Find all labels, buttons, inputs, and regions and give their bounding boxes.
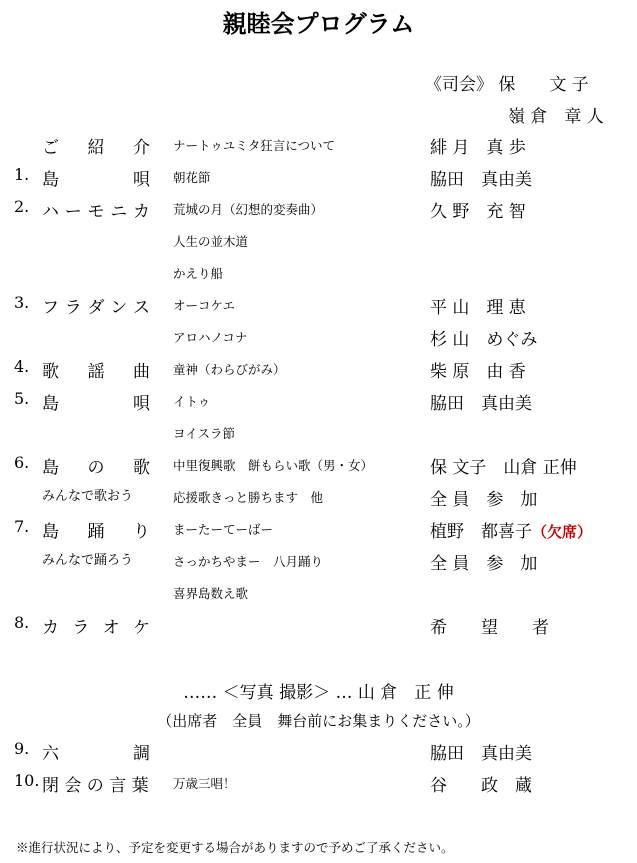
category-char: カ	[133, 202, 150, 222]
item-performer	[430, 739, 532, 764]
absence-note: （欠席）	[532, 523, 593, 541]
performer-name: 杉 山 めぐみ	[430, 330, 538, 350]
item-category	[42, 197, 150, 222]
item-category: みんなで歌おう	[42, 489, 134, 504]
item-description: 人生の並木道	[173, 234, 249, 249]
category-char: モ	[87, 202, 105, 222]
item-category	[42, 517, 150, 542]
category-char: ス	[133, 298, 150, 318]
item-category: 閉 会 の 言 葉	[42, 776, 149, 796]
item-performer	[430, 197, 526, 222]
item-description: アロハノコナ	[173, 330, 248, 345]
category-char: オ	[102, 618, 120, 638]
category-char: 調	[133, 744, 150, 764]
item-performer	[430, 293, 526, 318]
category-char: り	[133, 522, 150, 542]
item-description: かえり船	[173, 266, 224, 281]
item-number: 3.	[14, 293, 30, 312]
footer-note: ※進行状況により、予定を変更する場合がありますので予めご了承ください。	[16, 840, 454, 855]
category-char: ン	[110, 298, 128, 318]
program-row	[0, 771, 637, 801]
category-char: 踊	[87, 522, 105, 542]
item-description: ナートゥユミタ狂言について	[173, 138, 335, 153]
performer-name: 脇田 真由美	[430, 394, 532, 414]
photo-instruction: （出席者 全員 舞台前にお集まりください。）	[157, 712, 480, 730]
item-description: 童神（わらびがみ）	[173, 362, 286, 377]
performer-name: 全 員 参 加	[430, 554, 538, 574]
item-performer	[430, 613, 549, 638]
category-char: ケ	[132, 618, 150, 638]
photo-line: …… ＜写真 撮影＞ … 山 倉 正 伸	[183, 683, 454, 703]
item-category	[42, 739, 150, 764]
program-row	[0, 421, 637, 451]
item-description: 荒城の月（幻想的変奏曲）	[173, 202, 324, 217]
item-performer	[430, 549, 537, 574]
item-description: ヨイスラ節	[173, 426, 236, 441]
item-performer	[430, 485, 537, 510]
program-row	[0, 325, 637, 355]
category-char: 六	[42, 744, 59, 764]
category-char: 島	[42, 170, 59, 190]
performer-name: 希 望 者	[430, 618, 549, 638]
category-char: ご	[42, 138, 59, 158]
program-row	[0, 613, 637, 643]
program-row	[0, 197, 637, 227]
item-performer	[430, 771, 532, 796]
item-description: イトゥ	[173, 394, 211, 409]
program-row	[0, 517, 637, 547]
item-category	[42, 389, 150, 414]
category-char: カ	[42, 618, 59, 638]
performer-name: 緋 月 真 歩	[430, 138, 526, 158]
category-char: の	[87, 458, 105, 478]
program-row	[0, 357, 637, 387]
category-char: 唄	[133, 394, 150, 414]
category-char: ラ	[72, 618, 90, 638]
item-category	[42, 613, 150, 638]
item-category	[42, 357, 150, 382]
item-category: みんなで踊ろう	[42, 553, 134, 568]
item-number: 6.	[14, 453, 30, 472]
program-row	[0, 581, 637, 611]
item-description: オーコケエ	[173, 298, 236, 313]
category-char: ダ	[87, 298, 105, 318]
program-row	[0, 389, 637, 419]
item-number: 8.	[14, 613, 30, 632]
category-char: 歌	[42, 362, 59, 382]
item-category	[42, 165, 150, 190]
item-description: さっかちやまー 八月踊り	[173, 554, 324, 569]
item-category	[42, 453, 150, 478]
item-number: 1.	[14, 165, 30, 184]
performer-name: 谷 政 蔵	[430, 776, 532, 796]
item-number: 4.	[14, 357, 30, 376]
program-row	[0, 453, 637, 483]
category-char: ラ	[64, 298, 82, 318]
performer-name: 植野 都喜子	[430, 522, 532, 542]
item-number: 5.	[14, 389, 30, 408]
item-performer	[430, 325, 537, 350]
category-char: 島	[42, 458, 59, 478]
category-char: ハ	[42, 202, 59, 222]
item-category	[42, 133, 150, 158]
program-row	[0, 229, 637, 259]
item-performer	[430, 389, 532, 414]
item-performer	[430, 517, 592, 542]
item-number: 9.	[14, 739, 30, 758]
performer-name: 保 文子 山倉 正伸	[430, 458, 577, 478]
program-row	[0, 739, 637, 769]
item-performer	[430, 133, 526, 158]
category-char: ニ	[110, 202, 128, 222]
item-category	[42, 293, 150, 318]
program-row	[0, 261, 637, 291]
category-char: 謡	[87, 362, 105, 382]
item-performer	[430, 453, 577, 478]
performer-name: 平 山 理 恵	[430, 298, 526, 318]
category-char: 唄	[133, 170, 150, 190]
program-row	[0, 133, 637, 163]
program-row	[0, 293, 637, 323]
performer-name: 柴 原 由 香	[430, 362, 526, 382]
item-description: 喜界島数え歌	[173, 586, 249, 601]
item-description: 朝花節	[173, 170, 211, 185]
item-description: まーたーてーばー	[173, 522, 274, 537]
program-row	[0, 485, 637, 515]
mc-line-2: 嶺 倉 章 人	[508, 107, 604, 127]
performer-name: 脇田 真由美	[430, 744, 532, 764]
category-char: ー	[64, 202, 82, 222]
item-performer	[430, 357, 526, 382]
page-title: 親睦会プログラム	[222, 9, 415, 38]
item-performer	[430, 165, 532, 190]
item-number: 10.	[14, 771, 40, 790]
item-description: 万歳三唱！	[173, 776, 236, 791]
mc-line-1: 《司会》 保 文 子	[425, 75, 589, 95]
item-number: 7.	[14, 517, 30, 536]
program-row	[0, 549, 637, 579]
category-char: 曲	[133, 362, 150, 382]
performer-name: 脇田 真由美	[430, 170, 532, 190]
item-description: 応援歌きっと勝ちます 他	[173, 490, 324, 505]
program-row	[0, 165, 637, 195]
category-char: 紹	[87, 138, 105, 158]
item-description: 中里復興歌 餅もらい歌（男・女）	[173, 458, 374, 473]
performer-name: 久 野 充 智	[430, 202, 526, 222]
category-char: 島	[42, 394, 59, 414]
category-char: フ	[42, 298, 59, 318]
category-char: 島	[42, 522, 59, 542]
category-char: 介	[133, 138, 150, 158]
item-number: 2.	[14, 197, 30, 216]
category-char: 歌	[133, 458, 150, 478]
performer-name: 全 員 参 加	[430, 490, 538, 510]
